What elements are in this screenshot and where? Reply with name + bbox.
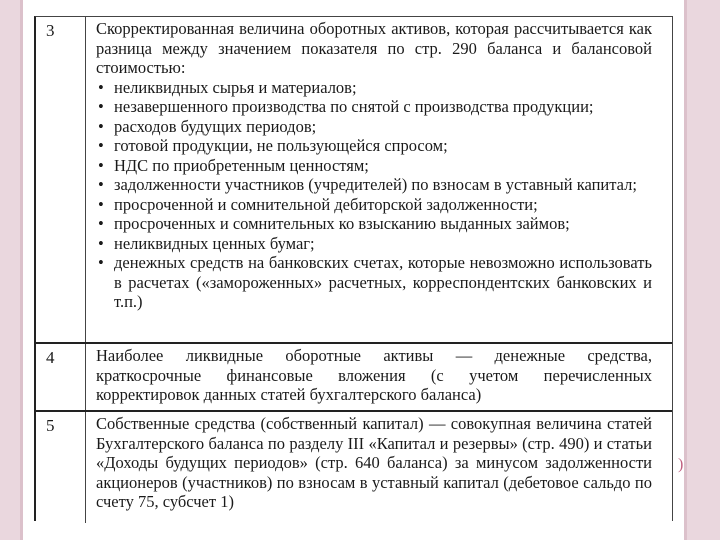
row-number: 4 — [46, 348, 55, 367]
list-item: • неликвидных сырья и материалов; — [96, 78, 652, 98]
table-row — [36, 342, 672, 412]
table-row — [36, 410, 672, 523]
column-divider — [85, 344, 86, 412]
list-item: • расходов будущих периодов; — [96, 117, 652, 137]
row-content — [96, 414, 652, 512]
indicator-table — [34, 16, 673, 521]
list-item: • незавершенного производства по снятой с производства продукции; — [96, 97, 652, 117]
row-text: Собственные средства (собственный капитал) — совокупная величина статей Бухгалтерского баланса по разделу III «Капитал и резервы» (стр. 490) и статьи «Доходы будущих периодов» (стр. 640 баланса) за минусом задолженности акционеров (участников) по взносам в уставный капитал (дебетовое сальдо по счету 75, субсчет 1) — [96, 414, 652, 511]
frame-ornament: ) — [678, 456, 684, 473]
list-item: • просроченных и сомнительных ко взысканию выданных займов; — [96, 214, 652, 234]
table-row — [36, 17, 672, 342]
row-text: Наиболее ликвидные оборотные активы — денежные средства, краткосрочные финансовые вложения (с учетом перечисленных корректировок данных статей бухгалтерского баланса) — [96, 346, 652, 404]
list-item: • готовой продукции, не пользующейся спросом; — [96, 136, 652, 156]
bullet-list — [96, 78, 652, 312]
right-frame — [684, 0, 720, 540]
list-item: • просроченной и сомнительной дебиторской задолженности; — [96, 195, 652, 215]
left-frame — [0, 0, 20, 540]
row-content — [96, 346, 652, 405]
row-number: 5 — [46, 416, 55, 435]
left-frame-edge — [20, 0, 23, 540]
column-divider — [85, 17, 86, 342]
list-item: • денежных средств на банковских счетах, которые невозможно использовать в расчетах («замороженных» расчетных, корреспондентских банковских и т.п.) — [96, 253, 652, 312]
row-intro: Скорректированная величина оборотных активов, которая рассчитывается как разница между значением показателя по стр. 290 баланса и балансовой стоимостью: — [96, 19, 652, 77]
right-frame-edge — [684, 0, 687, 540]
list-item: • задолженности участников (учредителей) по взносам в уставный капитал; — [96, 175, 652, 195]
row-number: 3 — [46, 21, 55, 40]
list-item: • НДС по приобретенным ценностям; — [96, 156, 652, 176]
row-content — [96, 19, 652, 312]
column-divider — [85, 412, 86, 523]
list-item: • неликвидных ценных бумаг; — [96, 234, 652, 254]
